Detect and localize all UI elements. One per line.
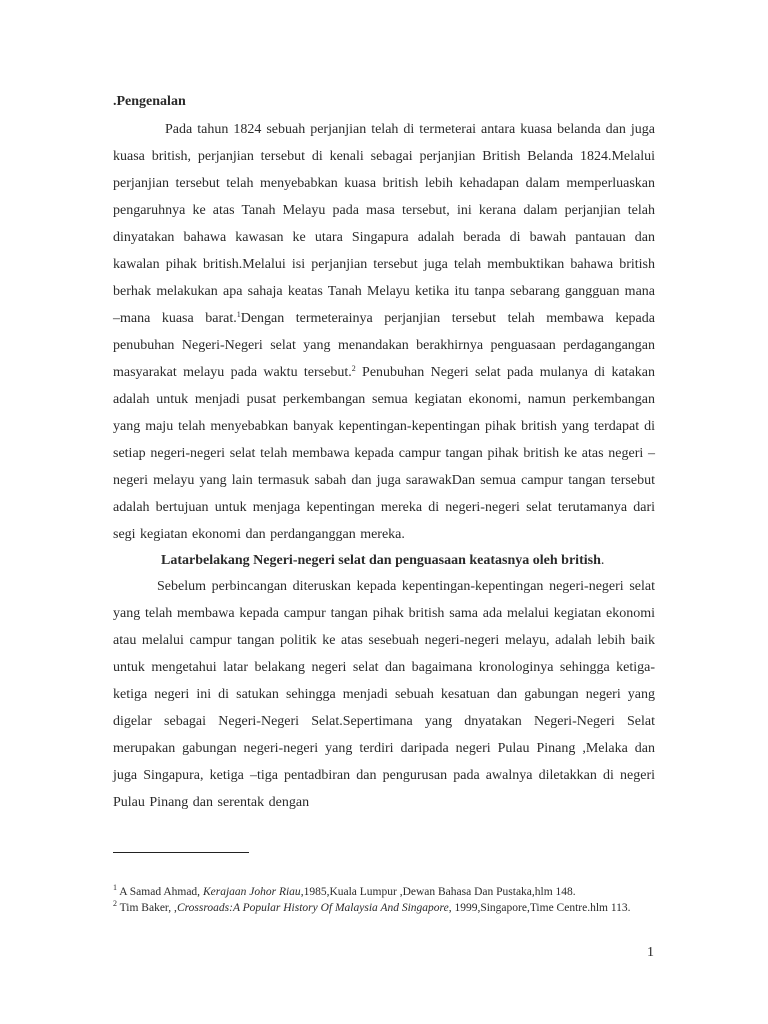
- section-heading-latarbelakang: [113, 551, 655, 571]
- paragraph-text-part2: Dengan termeterainya perjanjian tersebut telah membawa kepada penubuhan Negeri-Negeri selat yang menandakan berakhirnya penguasaan perdagangangan masyarakat melayu pada waktu tersebut.: [113, 311, 655, 380]
- footnote-title: Kerajaan Johor Riau: [202, 886, 301, 898]
- footnote-suffix: ,1985,Kuala Lumpur ,Dewan Bahasa Dan Pustaka,hlm 148.: [300, 886, 576, 898]
- paragraph-text: Sebelum perbincangan diteruskan kepada kepentingan-kepentingan negeri-negeri selat yang telah membawa kepada campur tangan pihak british sama ada melalui kegiatan ekonomi atau melalui campur tangan politik ke atas sesebuah negeri-negeri melayu, adalah lebih baik untuk mengetahui latar belakang negeri selat dan bagaimana kronologinya sehingga ketiga-ketiga negeri ini di satukan sehingga menjadi sebuah kesatuan dan gabungan negeri yang digelar sebagai Negeri-Negeri Selat.Sepertimana yang dnyatakan Negeri-Negeri Selat merupakan gabungan negeri-negeri yang terdiri daripada negeri Pulau Pinang ,Melaka dan juga Singapura, ketiga –tiga pentadbiran dan pengurusan pada awalnya diletakkan di negeri Pulau Pinang dan serentak dengan: [113, 579, 655, 810]
- footnote-number: 1: [113, 883, 117, 892]
- paragraph-pengenalan: [113, 116, 655, 548]
- heading-text: Latarbelakang Negeri-negeri selat dan penguasaan keatasnya oleh british: [161, 553, 601, 568]
- footnote-2: [113, 900, 673, 916]
- footnote-reference-2[interactable]: 2: [351, 364, 356, 373]
- section-heading-pengenalan: [113, 92, 655, 112]
- footnote-1: [113, 884, 673, 900]
- footnote-prefix: A Samad Ahmad,: [117, 886, 203, 898]
- footnote-reference-1[interactable]: 1: [236, 310, 241, 319]
- footnote-prefix: Tim Baker, ,: [117, 902, 177, 914]
- heading-text: .Pengenalan: [113, 94, 186, 109]
- footnote-number: 2: [113, 899, 117, 908]
- footnote-title: Crossroads:A Popular History Of Malaysia And Singapore: [176, 902, 449, 914]
- footnote-suffix: , 1999,Singapore,Time Centre.hlm 113.: [448, 902, 631, 914]
- paragraph-latarbelakang: [113, 573, 655, 816]
- footnotes: [113, 884, 673, 916]
- heading-period: .: [600, 553, 605, 568]
- body-text: [113, 92, 655, 816]
- footnote-separator: [113, 852, 249, 853]
- page-number: 1: [647, 945, 654, 960]
- paragraph-text-part3: Penubuhan Negeri selat pada mulanya di katakan adalah untuk menjadi pusat perkembangan semua kegiatan ekonomi, namun perkembangan yang maju telah menyebabkan banyak kepentingan-kepentingan pihak british yang terdapat di setiap negeri-negeri selat telah membawa kepada campur tangan pihak british ke atas negeri – negeri melayu yang lain termasuk sabah dan juga sarawakDan semua campur tangan tersebut adalah bertujuan untuk menjaga kepentingan mereka di negeri-negeri selat terutamanya dari segi kegiatan ekonomi dan perdanganggan mereka.: [113, 365, 656, 542]
- paragraph-text-part1: Pada tahun 1824 sebuah perjanjian telah di termeterai antara kuasa belanda dan juga kuasa british, perjanjian tersebut di kenali sebagai perjanjian British Belanda 1824.Melalui perjanjian tersebut telah menyebabkan kuasa british lebih kehadapan dalam memperluaskan pengaruhnya ke atas Tanah Melayu pada masa tersebut, ini kerana dalam perjanjian telah dinyatakan bahawa kawasan ke utara Singapura adalah berada di bawah pantauan dan kawalan pihak british.Melalui isi perjanjian tersebut juga telah membuktikan bahawa british berhak melakukan apa sahaja keatas Tanah Melayu ketika itu tanpa sebarang gangguan mana –mana kuasa barat.: [113, 122, 655, 326]
